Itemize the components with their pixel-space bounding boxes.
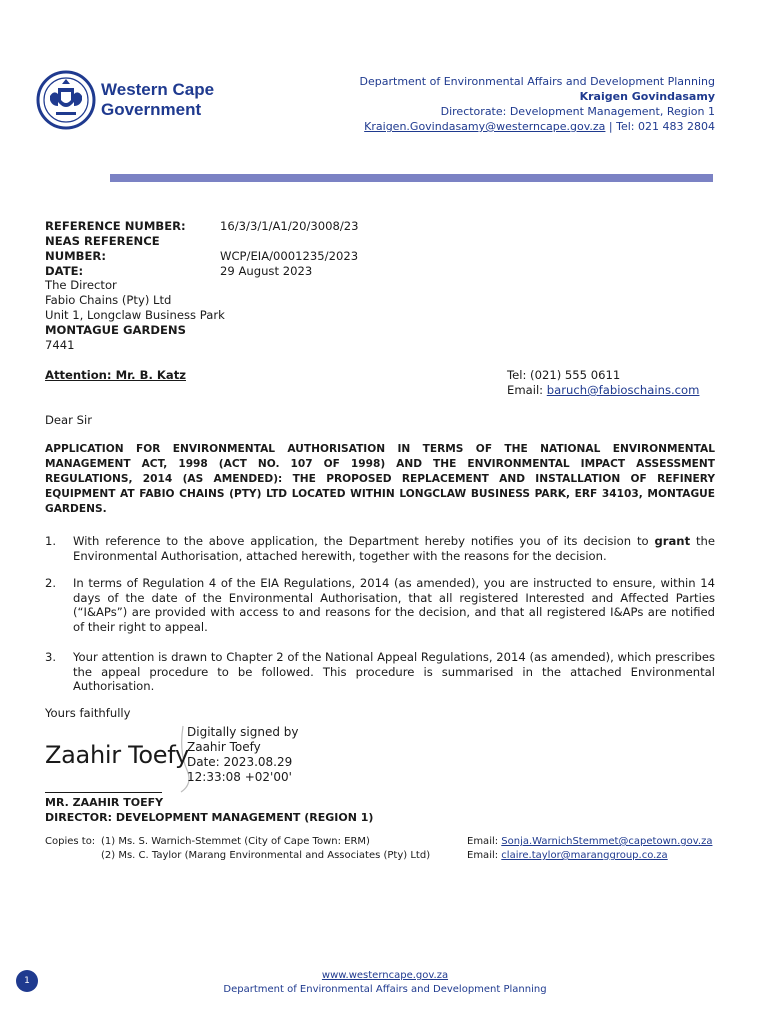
footer [0, 969, 770, 997]
attention-line: Attention: Mr. B. Katz [45, 368, 186, 382]
header-email-link[interactable]: Kraigen.Govindasamy@westerncape.gov.za [364, 120, 606, 133]
salutation: Dear Sir [45, 413, 92, 427]
signatory-title: DIRECTOR: DEVELOPMENT MANAGEMENT (REGION 1) [45, 811, 374, 824]
ref-row: REFERENCE NUMBER: 16/3/3/1/A1/20/3008/23 [45, 219, 359, 233]
footer-url-link[interactable]: www.westerncape.gov.za [321, 970, 449, 981]
signature-details: Digitally signed by Zaahir Toefy Date: 2023.08.29 12:33:08 +02'00' [187, 725, 299, 784]
header-directorate: Directorate: Development Management, Region 1 [440, 105, 715, 118]
recipient-tel: Tel: (021) 555 0611 [507, 368, 621, 382]
ref-row: NEAS REFERENCE NUMBER: WCP/EIA/0001235/2023 [45, 234, 359, 263]
signature-line [45, 792, 162, 793]
item-3-text: Your attention is drawn to Chapter 2 of the National Appeal Regulations, 2014 (as amended), which prescribes the appeal procedure to be followed. This procedure is summarised in the attached Environmental Authorisation. [73, 650, 715, 694]
item-number: 2. [45, 576, 57, 590]
coat-of-arms-icon [36, 70, 96, 130]
logo-line-2: Government [101, 100, 202, 119]
header-contact [360, 119, 715, 134]
item-number: 3. [45, 650, 57, 664]
item-number: 1. [45, 534, 57, 548]
signatory-name: MR. ZAAHIR TOEFY [45, 796, 164, 809]
recipient-contact: Tel: (021) 555 0611 Email: baruch@fabioschains.com [507, 368, 700, 397]
reference-table [45, 219, 359, 279]
header-tel: | Tel: 021 483 2804 [605, 120, 715, 133]
ref-row: DATE: 29 August 2023 [45, 264, 313, 278]
header-divider [110, 174, 713, 182]
recipient-email-link[interactable]: baruch@fabioschains.com [546, 383, 700, 397]
recipient-address: The Director Fabio Chains (Pty) Ltd Unit 1, Longclaw Business Park MONTAGUE GARDENS 7441 [45, 278, 225, 352]
header-department: Department of Environmental Affairs and Development Planning [359, 75, 715, 88]
item-1-text: With reference to the above application, the Department hereby notifies you of its decision to grant the Environmental Authorisation, attached herewith, together with the reasons for the decision. [73, 534, 716, 563]
header-block [360, 74, 715, 134]
government-logo [36, 70, 236, 142]
copies-block: Copies to: (1) Ms. S. Warnich-Stemmet (City of Cape Town: ERM) (2) Ms. C. Taylor (Marang Environmental and Associates (Pty) Ltd) Email: Sonja.WarnichStemmet@capetown.gov.za Email: claire.taylor@maranggroup.co.za [45, 836, 713, 861]
subject-heading: APPLICATION FOR ENVIRONMENTAL AUTHORISATION IN TERMS OF THE NATIONAL ENVIRONMENTAL MANAGEMENT ACT, 1998 (ACT NO. 107 OF 1998) AND THE ENVIRONMENTAL IMPACT ASSESSMENT REGULATIONS, 2014 (AS AMENDED): THE PROPOSED REPLACEMENT AND INSTALLATION OF REFINERY EQUIPMENT AT FABIO CHAINS (PTY) LTD LOCATED WITHIN LONGCLAW BUSINESS PARK, ERF 34103, MONTAGUE GARDENS. [45, 443, 715, 515]
logo-line-1: Western Cape [101, 80, 215, 99]
page-number: 1 [24, 976, 30, 986]
item-2-text: In terms of Regulation 4 of the EIA Regulations, 2014 (as amended), you are instructed to ensure, within 14 days of the date of the Environmental Authorisation, that all registered Interested and Affected Parties (“I&APs”) are provided with access to and reasons for the decision, and that all registered I&APs are notified of their right to appeal. [73, 576, 715, 634]
signatory-block [45, 795, 373, 825]
copy-email-1-link[interactable]: Sonja.WarnichStemmet@capetown.gov.za [501, 836, 713, 847]
digital-signature [45, 722, 335, 792]
closing: Yours faithfully [45, 706, 131, 720]
header-person: Kraigen Govindasamy [579, 90, 715, 103]
footer-department: Department of Environmental Affairs and Development Planning [223, 984, 547, 995]
copy-email-2-link[interactable]: claire.taylor@maranggroup.co.za [501, 850, 668, 861]
copies-label: Copies to: [45, 836, 96, 847]
signature-name: Zaahir Toefy [45, 741, 189, 769]
